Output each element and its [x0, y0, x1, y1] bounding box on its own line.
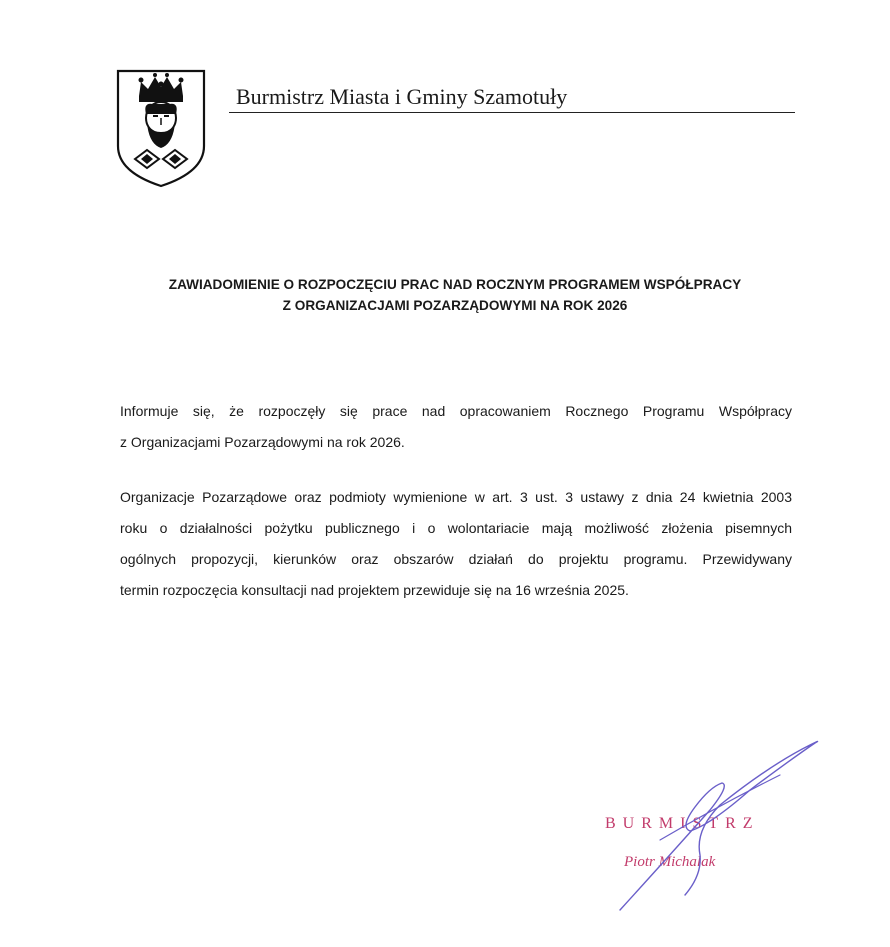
- office-name: Burmistrz Miasta i Gminy Szamotuły: [236, 84, 568, 109]
- paragraph-line: Informuje się, że rozpoczęły się prace nad opracowaniem Rocznego Programu Współpracy: [120, 403, 792, 419]
- paragraph-line: Organizacje Pozarządowe oraz podmioty wymienione w art. 3 ust. 3 ustawy z dnia 24 kwietnia 2003: [120, 489, 792, 505]
- paragraph-line: ogólnych propozycji, kierunków oraz obszarów działań do projektu programu. Przewidywany: [120, 551, 792, 567]
- paragraph-line: z Organizacjami Pozarządowymi na rok 2026.: [120, 434, 405, 450]
- stamp-name: Piotr Michalak: [624, 854, 716, 870]
- title-line-1: ZAWIADOMIENIE O ROZPOCZĘCIU PRAC NAD ROCZNYM PROGRAMEM WSPÓŁPRACY: [168, 277, 742, 292]
- document-title: [100, 274, 810, 316]
- paragraph-2: [120, 482, 792, 606]
- paragraph-1: [120, 396, 792, 458]
- title-line-2: Z ORGANIZACJAMI POZARZĄDOWYMI NA ROK 2026: [282, 298, 628, 313]
- paragraph-line: roku o działalności pożytku publicznego i o wolontariacie mają możliwość złożenia pisemnych: [120, 520, 792, 536]
- stamp-title: BURMISTRZ: [605, 815, 760, 832]
- signature-icon: [600, 735, 825, 920]
- paragraph-line: termin rozpoczęcia konsultacji nad projektem przewiduje się na 16 września 2025.: [120, 582, 629, 598]
- coat-of-arms-icon: [115, 68, 207, 188]
- header-divider: [229, 112, 795, 113]
